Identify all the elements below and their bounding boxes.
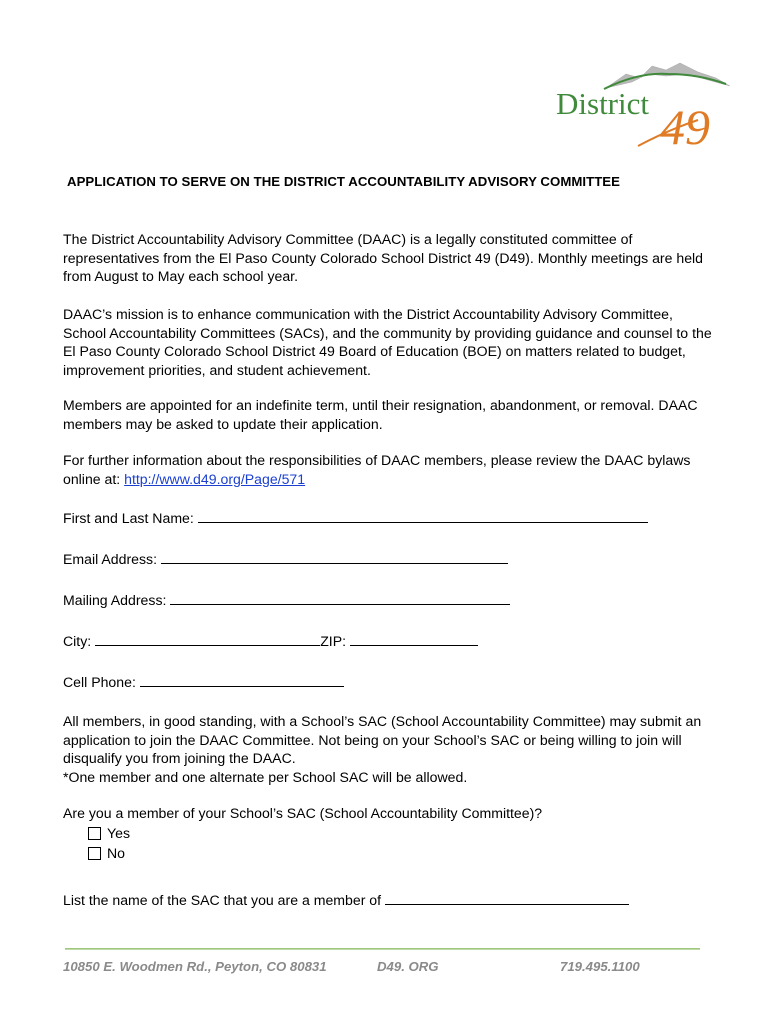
city-zip-field (63, 631, 478, 649)
footer-phone: 719.495.1100 (560, 959, 640, 974)
info-paragraph (63, 451, 713, 488)
city-input-line[interactable] (95, 631, 320, 646)
name-label: First and Last Name: (63, 510, 194, 526)
cell-label: Cell Phone: (63, 674, 136, 690)
option-no[interactable] (88, 845, 125, 861)
logo-number: 49 (660, 99, 710, 155)
mountain-icon (606, 63, 730, 88)
sac-name-field (63, 890, 629, 908)
logo-word: District (556, 86, 649, 121)
name-field (63, 508, 648, 526)
district-49-logo (548, 60, 738, 155)
form-title: APPLICATION TO SERVE ON THE DISTRICT ACCOUNTABILITY ADVISORY COMMITTEE (67, 174, 621, 189)
intro-paragraph: The District Accountability Advisory Committee (DAAC) is a legally constituted committee of representatives from the El Paso County Colorado School District 49 (D49). Monthly meetings are held from August to May each school year. (63, 231, 703, 284)
mailing-input-line[interactable] (170, 590, 510, 605)
info-text: For further information about the responsibilities of DAAC members, please review the DAAC bylaws online at: (63, 452, 691, 487)
mission-paragraph: DAAC’s mission is to enhance communication with the District Accountability Advisory Committee, School Accountability Committees (SACs), and the community by providing guidance and counsel to the El Paso County Colorado School District 49 Board of Education (BOE) on matters related to budget, improvement priorities, and student achievement. (63, 306, 712, 378)
email-input-line[interactable] (161, 549, 508, 564)
cell-input-line[interactable] (140, 672, 344, 687)
footer-address: 10850 E. Woodmen Rd., Peyton, CO 80831 (63, 959, 327, 974)
footer-website: D49. ORG (377, 959, 439, 974)
sac-name-label: List the name of the SAC that you are a member of (63, 892, 382, 908)
no-checkbox[interactable] (88, 847, 101, 860)
yes-label: Yes (107, 825, 130, 841)
cell-field (63, 672, 344, 690)
option-yes[interactable] (88, 825, 130, 841)
name-input-line[interactable] (198, 508, 648, 523)
mailing-field (63, 590, 510, 608)
eligibility-text: All members, in good standing, with a School’s SAC (School Accountability Committee) may submit an application to join the DAAC Committee. Not being on your School’s SAC or being willing to join will disqualify you from joining the DAAC. (63, 713, 702, 766)
zip-input-line[interactable] (350, 631, 478, 646)
footer-divider (65, 948, 700, 950)
eligibility-note: *One member and one alternate per School SAC will be allowed. (63, 768, 468, 785)
yes-checkbox[interactable] (88, 827, 101, 840)
bylaws-link[interactable]: http://www.d49.org/Page/571 (124, 470, 306, 487)
no-label: No (107, 845, 126, 861)
sac-name-input-line[interactable] (385, 890, 629, 905)
email-field (63, 549, 508, 567)
email-label: Email Address: (63, 551, 157, 567)
city-label: City: (63, 633, 92, 649)
mailing-label: Mailing Address: (63, 592, 167, 608)
sac-question: Are you a member of your School’s SAC (School Accountability Committee)? (63, 805, 543, 821)
eligibility-paragraph (63, 712, 713, 786)
zip-label: ZIP: (320, 633, 347, 649)
term-paragraph: Members are appointed for an indefinite term, until their resignation, abandonment, or removal. DAAC members may be asked to update their application. (63, 397, 698, 432)
